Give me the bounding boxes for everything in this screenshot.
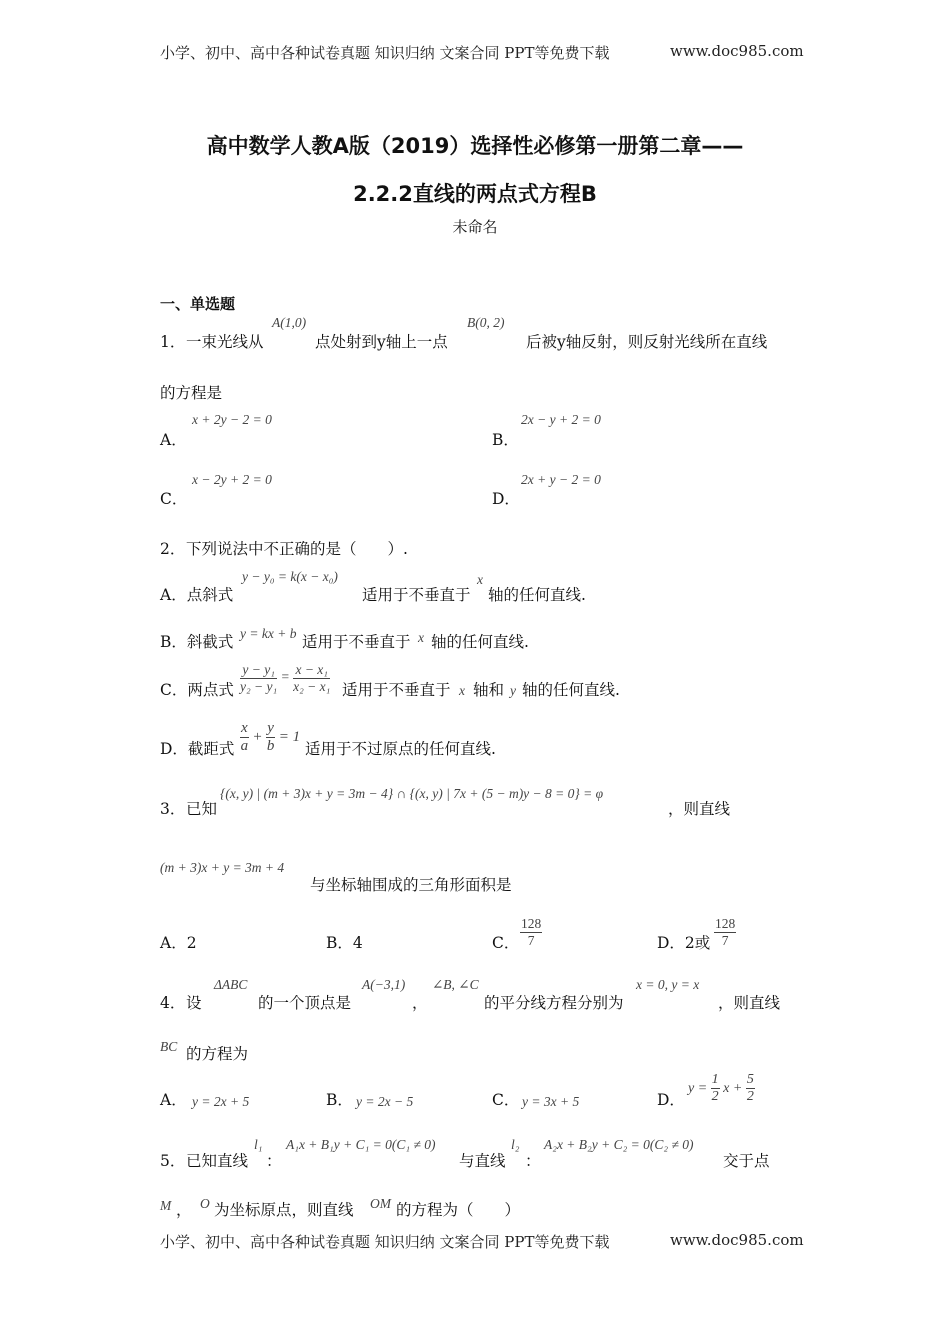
q1-option-a-expr: x + 2y − 2 = 0	[192, 412, 272, 427]
q2-option-c-text-1: 适用于不垂直于	[342, 681, 451, 699]
q2-option-c-text-2: 轴和	[473, 681, 505, 699]
q3-option-c-label: C．	[492, 934, 520, 952]
q2-option-b-text-1: 适用于不垂直于	[302, 633, 411, 651]
q2-option-d-text: 适用于不过原点的任何直线.	[305, 740, 496, 758]
q4-text-2: 的一个顶点是	[258, 994, 352, 1012]
page-title-line1: 高中数学人教A版（2019）选择性必修第一册第二章——	[206, 134, 744, 158]
q2-option-a-x: x	[477, 572, 483, 587]
q1-option-c-expr: x − 2y + 2 = 0	[192, 472, 272, 487]
q2-option-a-expr: y − y₀ = k(x − x₀)	[242, 569, 338, 584]
q2-option-c-formula: $\frac{\text{y − y₁}}{\text{y₂ − y₁}}$ = $\frac{\text{x − x₁}}{\text{x₂ − x₁}}$	[240, 662, 331, 694]
q5-text-7: 为坐标原点，则直线	[214, 1201, 354, 1219]
q3-option-b: B．4	[326, 934, 363, 952]
q4-option-b-expr: y = 2x − 5	[356, 1094, 414, 1109]
q5-text-5: 交于点	[723, 1152, 770, 1170]
q5-om: OM	[370, 1196, 391, 1211]
q2-option-b-text-2: 轴的任何直线.	[431, 633, 529, 651]
page-title-line2: 2.2.2直线的两点式方程B	[353, 182, 597, 206]
q4-bisectors: x = 0, y = x	[636, 977, 700, 992]
q5-text-4: ：	[525, 1152, 541, 1170]
q5-text-2: ：	[266, 1152, 282, 1170]
q2-stem: 下列说法中不正确的是（ ）.	[186, 540, 408, 558]
q2-option-c-fraction-1: $\frac{\text{y − y₁}}{\text{y₂ − y₁}}$	[240, 662, 278, 694]
q4-option-b-label: B．	[326, 1091, 353, 1109]
q5-text-6: ，	[176, 1201, 192, 1219]
q4-text-6: 的方程为	[186, 1045, 249, 1063]
q2-option-a-text-2: 轴的任何直线.	[488, 586, 586, 604]
q1-text-2: 点处射到y轴上一点	[315, 333, 448, 351]
q5-text-1: 已知直线	[186, 1152, 249, 1170]
q1-option-b-label: B．	[492, 431, 519, 449]
q1-option-d-expr: 2x + y − 2 = 0	[521, 472, 601, 487]
q1-point-a: A(1,0)	[272, 315, 307, 330]
q2-option-b-x: x	[418, 630, 424, 645]
q1-text-4: 的方程是	[160, 384, 223, 402]
q4-option-a-expr: y = 2x + 5	[192, 1094, 250, 1109]
q2-option-d-label: D．截距式	[160, 740, 235, 758]
q2-option-c-y: y	[510, 683, 516, 698]
q5-text-3: 与直线	[459, 1152, 506, 1170]
q2-option-c-label: C．两点式	[160, 681, 234, 699]
q1-number: 1．	[160, 333, 186, 351]
q1-point-b: B(0, 2)	[467, 315, 505, 330]
q3-line-expr: (m + 3)x + y = 3m + 4	[160, 860, 285, 875]
q4-point-a: A(−3,1)	[362, 977, 406, 992]
q5-number: 5．	[160, 1152, 186, 1170]
q3-text-3: 与坐标轴围成的三角形面积是	[310, 876, 512, 894]
q4-text-4: 的平分线方程分别为	[484, 994, 624, 1012]
q2-option-d-formula: $\frac{x}{a}$ + $\frac{y}{b}$ = 1	[240, 720, 301, 755]
page-header-left: 小学、初中、高中各种试卷真题 知识归纳 文案合同 PPT等免费下载	[160, 44, 610, 62]
q3-option-d-fraction: $\frac{128}{7}$	[715, 916, 736, 948]
q3-text-1: 已知	[186, 800, 218, 818]
q1-text-1: 一束光线从	[186, 333, 264, 351]
q4-option-c-label: C．	[492, 1091, 520, 1109]
page-subtitle: 未命名	[452, 218, 498, 236]
q5-text-8: 的方程为（ ）	[396, 1201, 521, 1219]
q5-line2-eq: A₂x + B₂y + C₂ = 0(C₂ ≠ 0)	[544, 1137, 694, 1152]
q2-option-c-x: x	[459, 683, 465, 698]
q5-l1: l₁	[254, 1137, 263, 1152]
q3-set-expr: {(x, y) | (m + 3)x + y = 3m − 4} ∩ {(x, y) | 7x + (5 − m)y − 8 = 0} = φ	[220, 786, 604, 801]
q2-option-d-fraction-1: $\frac{x}{a}$	[240, 720, 249, 755]
q2-option-a-label: A．点斜式	[160, 586, 234, 604]
q4-option-d-expr: y = $\frac{1}{2}$ x + $\frac{5}{2}$	[688, 1072, 754, 1105]
q4-option-d-label: D．	[657, 1091, 685, 1109]
q3-number: 3．	[160, 800, 186, 818]
page-footer-left: 小学、初中、高中各种试卷真题 知识归纳 文案合同 PPT等免费下载	[160, 1233, 610, 1251]
q4-number: 4．	[160, 994, 186, 1012]
q5-line1-eq: A₁x + B₁y + C₁ = 0(C₁ ≠ 0)	[286, 1137, 436, 1152]
q1-text-3: 后被y轴反射，则反射光线所在直线	[526, 333, 768, 351]
q2-option-b-expr: y = kx + b	[240, 626, 297, 641]
q4-option-c-expr: y = 3x + 5	[522, 1094, 580, 1109]
q4-text-5: ，则直线	[718, 994, 781, 1012]
page-footer-url[interactable]: www.doc985.com	[670, 1231, 804, 1249]
q4-bc: BC	[160, 1039, 178, 1054]
q2-option-c-fraction-2: $\frac{\text{x − x₁}}{\text{x₂ − x₁}}$	[293, 662, 331, 694]
q5-point-o: O	[200, 1196, 210, 1211]
q3-option-d-label: D．2或	[657, 934, 711, 952]
q3-text-2: ，则直线	[668, 800, 731, 818]
q4-option-a-label: A．	[160, 1091, 187, 1109]
q4-text-3: ，	[412, 994, 428, 1012]
q4-text-1: 设	[186, 994, 202, 1012]
q2-option-b-label: B．斜截式	[160, 633, 234, 651]
q2-option-a-text-1: 适用于不垂直于	[362, 586, 471, 604]
q2-number: 2．	[160, 540, 186, 558]
page-header-url[interactable]: www.doc985.com	[670, 42, 804, 60]
q4-triangle: ΔABC	[214, 977, 248, 992]
q2-option-c-text-3: 轴的任何直线.	[522, 681, 620, 699]
q1-option-a-label: A．	[160, 431, 187, 449]
q2-option-d-fraction-2: $\frac{y}{b}$	[266, 720, 275, 755]
q3-option-a: A．2	[160, 934, 197, 952]
q1-option-c-label: C．	[160, 490, 188, 508]
q4-angles: ∠B, ∠C	[432, 977, 479, 992]
q5-point-m: M	[160, 1198, 172, 1213]
q3-option-c-fraction: $\frac{128}{7}$	[521, 916, 542, 948]
q1-option-b-expr: 2x − y + 2 = 0	[521, 412, 601, 427]
section-heading: 一、单选题	[160, 295, 236, 313]
q1-option-d-label: D．	[492, 490, 520, 508]
q5-l2: l₂	[511, 1137, 520, 1152]
